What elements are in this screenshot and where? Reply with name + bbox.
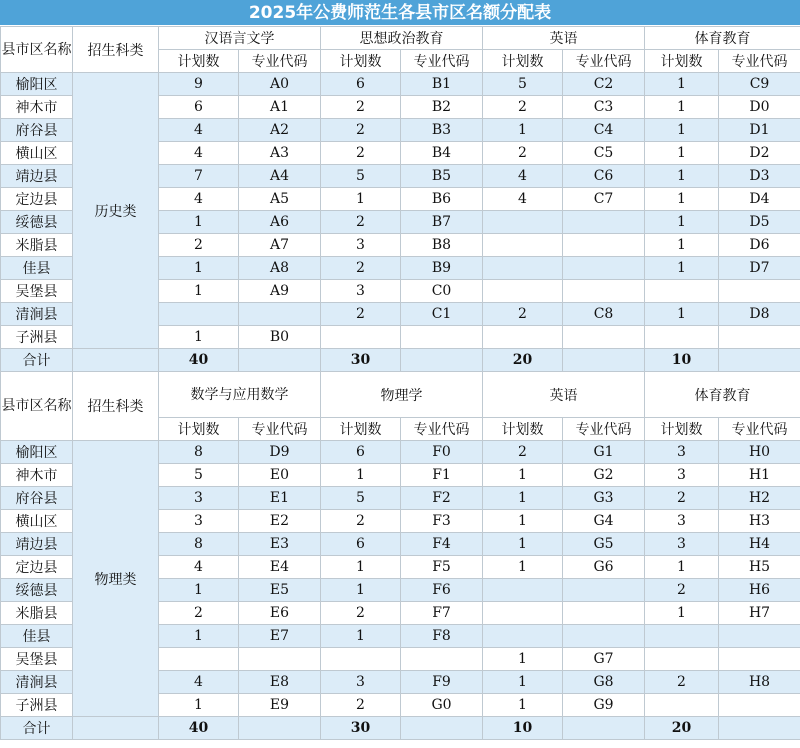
plan-cell: 3	[321, 234, 401, 257]
category-cell: 历史类	[73, 73, 159, 349]
subject-header: 思想政治教育	[321, 27, 483, 50]
code-cell: C1	[401, 303, 483, 326]
table-row	[1, 73, 800, 96]
plan-cell: 1	[159, 326, 239, 349]
code-cell: C2	[563, 73, 645, 96]
code-header: 专业代码	[239, 50, 321, 73]
code-cell: D9	[239, 441, 321, 464]
plan-cell	[483, 625, 563, 648]
code-header: 专业代码	[563, 418, 645, 441]
region-cell: 米脂县	[1, 234, 73, 257]
plan-cell	[483, 280, 563, 303]
subject-header: 体育教育	[645, 372, 800, 418]
plan-cell	[483, 211, 563, 234]
plan-header: 计划数	[645, 50, 719, 73]
code-cell: G5	[563, 533, 645, 556]
plan-cell	[159, 648, 239, 671]
region-cell: 府谷县	[1, 487, 73, 510]
code-cell	[563, 211, 645, 234]
plan-cell: 5	[321, 165, 401, 188]
plan-cell: 1	[645, 96, 719, 119]
total-spacer	[73, 349, 159, 372]
region-cell: 子洲县	[1, 326, 73, 349]
plan-cell: 1	[321, 188, 401, 211]
plan-cell: 6	[321, 73, 401, 96]
plan-cell: 2	[321, 257, 401, 280]
plan-cell: 1	[645, 211, 719, 234]
total-value: 40	[159, 717, 239, 740]
code-cell: D3	[719, 165, 800, 188]
code-cell: E8	[239, 671, 321, 694]
subject-header: 英语	[483, 27, 645, 50]
code-cell: D2	[719, 142, 800, 165]
code-cell: D1	[719, 119, 800, 142]
total-label: 合计	[1, 717, 73, 740]
plan-cell: 1	[645, 556, 719, 579]
code-cell: A9	[239, 280, 321, 303]
plan-header: 计划数	[321, 418, 401, 441]
code-cell: A4	[239, 165, 321, 188]
code-cell: G4	[563, 510, 645, 533]
plan-cell: 1	[159, 280, 239, 303]
code-cell: C5	[563, 142, 645, 165]
total-value: 30	[321, 717, 401, 740]
code-cell: D7	[719, 257, 800, 280]
plan-cell: 4	[483, 188, 563, 211]
code-cell: H7	[719, 602, 800, 625]
code-cell: B7	[401, 211, 483, 234]
code-cell: H3	[719, 510, 800, 533]
plan-cell	[159, 303, 239, 326]
total-value: 10	[483, 717, 563, 740]
total-value: 10	[645, 349, 719, 372]
plan-cell: 2	[321, 510, 401, 533]
code-cell: F5	[401, 556, 483, 579]
code-cell: H8	[719, 671, 800, 694]
code-cell	[563, 602, 645, 625]
code-cell: B3	[401, 119, 483, 142]
code-cell: C7	[563, 188, 645, 211]
subject-header: 数学与应用数学	[159, 372, 321, 418]
plan-cell: 3	[321, 280, 401, 303]
plan-cell	[483, 326, 563, 349]
code-cell: H6	[719, 579, 800, 602]
code-header: 专业代码	[401, 418, 483, 441]
plan-cell: 1	[483, 648, 563, 671]
plan-cell: 1	[159, 694, 239, 717]
code-cell	[719, 326, 800, 349]
code-cell	[239, 303, 321, 326]
plan-cell: 1	[483, 694, 563, 717]
code-cell: G6	[563, 556, 645, 579]
plan-cell: 1	[645, 142, 719, 165]
code-cell: B9	[401, 257, 483, 280]
plan-cell: 2	[483, 96, 563, 119]
code-cell: G9	[563, 694, 645, 717]
plan-cell: 1	[483, 119, 563, 142]
plan-cell: 1	[321, 556, 401, 579]
plan-header: 计划数	[321, 50, 401, 73]
code-cell	[719, 648, 800, 671]
plan-cell: 1	[321, 464, 401, 487]
category-header: 招生科类	[73, 372, 159, 441]
code-cell: F9	[401, 671, 483, 694]
plan-cell: 1	[159, 625, 239, 648]
region-cell: 佳县	[1, 257, 73, 280]
plan-cell: 3	[645, 441, 719, 464]
total-value: 40	[159, 349, 239, 372]
code-cell	[563, 625, 645, 648]
code-cell: E0	[239, 464, 321, 487]
plan-cell	[483, 579, 563, 602]
total-value: 20	[483, 349, 563, 372]
total-spacer	[563, 717, 645, 740]
plan-cell: 3	[645, 464, 719, 487]
code-cell: B1	[401, 73, 483, 96]
plan-cell	[483, 257, 563, 280]
plan-header: 计划数	[645, 418, 719, 441]
header-row-subjects	[1, 27, 800, 50]
plan-cell: 6	[321, 441, 401, 464]
plan-cell: 2	[645, 671, 719, 694]
plan-cell: 1	[321, 625, 401, 648]
subject-header: 物理学	[321, 372, 483, 418]
region-cell: 清涧县	[1, 671, 73, 694]
plan-cell: 1	[483, 464, 563, 487]
plan-cell: 1	[483, 671, 563, 694]
code-cell: G1	[563, 441, 645, 464]
code-cell: F3	[401, 510, 483, 533]
region-cell: 绥德县	[1, 579, 73, 602]
code-cell	[239, 648, 321, 671]
code-cell: E5	[239, 579, 321, 602]
region-cell: 定边县	[1, 556, 73, 579]
region-cell: 横山区	[1, 510, 73, 533]
plan-cell: 4	[483, 165, 563, 188]
region-cell: 榆阳区	[1, 441, 73, 464]
region-header: 县市区名称	[1, 27, 73, 73]
code-cell: E6	[239, 602, 321, 625]
code-cell: G7	[563, 648, 645, 671]
plan-cell: 2	[321, 142, 401, 165]
plan-cell: 5	[159, 464, 239, 487]
table-row	[1, 441, 800, 464]
total-spacer	[401, 717, 483, 740]
plan-cell	[645, 326, 719, 349]
code-cell: C6	[563, 165, 645, 188]
header-row-subjects	[1, 372, 800, 418]
subject-header: 汉语言文学	[159, 27, 321, 50]
region-cell: 清涧县	[1, 303, 73, 326]
plan-header: 计划数	[483, 50, 563, 73]
code-cell: B8	[401, 234, 483, 257]
category-cell: 物理类	[73, 441, 159, 717]
plan-cell: 6	[159, 96, 239, 119]
region-cell: 横山区	[1, 142, 73, 165]
code-cell: E4	[239, 556, 321, 579]
code-cell	[563, 280, 645, 303]
code-header: 专业代码	[719, 50, 800, 73]
plan-cell: 2	[321, 96, 401, 119]
code-cell: H0	[719, 441, 800, 464]
code-cell	[401, 648, 483, 671]
region-cell: 靖边县	[1, 533, 73, 556]
code-cell: A2	[239, 119, 321, 142]
plan-cell: 4	[159, 671, 239, 694]
plan-cell: 2	[159, 602, 239, 625]
region-header: 县市区名称	[1, 372, 73, 441]
code-cell: F0	[401, 441, 483, 464]
plan-cell: 1	[483, 510, 563, 533]
plan-cell: 7	[159, 165, 239, 188]
plan-cell: 1	[483, 533, 563, 556]
code-cell: D5	[719, 211, 800, 234]
code-cell: H1	[719, 464, 800, 487]
total-spacer	[239, 717, 321, 740]
plan-cell: 1	[645, 188, 719, 211]
region-cell: 绥德县	[1, 211, 73, 234]
code-cell: B4	[401, 142, 483, 165]
plan-cell: 3	[159, 487, 239, 510]
code-cell: F8	[401, 625, 483, 648]
total-value: 30	[321, 349, 401, 372]
plan-cell: 2	[483, 303, 563, 326]
subject-header: 英语	[483, 372, 645, 418]
plan-cell	[645, 648, 719, 671]
code-cell: F6	[401, 579, 483, 602]
code-cell: C3	[563, 96, 645, 119]
plan-cell: 1	[321, 579, 401, 602]
code-cell: G2	[563, 464, 645, 487]
plan-header: 计划数	[159, 418, 239, 441]
code-cell: D8	[719, 303, 800, 326]
region-cell: 神木市	[1, 96, 73, 119]
region-cell: 府谷县	[1, 119, 73, 142]
code-cell: D4	[719, 188, 800, 211]
plan-cell	[645, 280, 719, 303]
plan-cell: 1	[645, 234, 719, 257]
plan-cell: 4	[159, 556, 239, 579]
region-cell: 吴堡县	[1, 280, 73, 303]
code-cell: C4	[563, 119, 645, 142]
total-value: 20	[645, 717, 719, 740]
code-cell: G8	[563, 671, 645, 694]
code-cell: E3	[239, 533, 321, 556]
plan-cell: 1	[645, 119, 719, 142]
totals-row	[1, 717, 800, 740]
code-cell: F7	[401, 602, 483, 625]
plan-cell: 2	[321, 694, 401, 717]
code-cell: A6	[239, 211, 321, 234]
plan-cell: 2	[321, 602, 401, 625]
total-spacer	[239, 349, 321, 372]
plan-cell: 1	[645, 602, 719, 625]
code-cell	[563, 257, 645, 280]
plan-cell: 1	[159, 579, 239, 602]
plan-cell: 2	[321, 119, 401, 142]
code-cell: E2	[239, 510, 321, 533]
code-cell	[563, 326, 645, 349]
code-cell	[719, 280, 800, 303]
plan-cell: 2	[321, 303, 401, 326]
plan-cell: 5	[321, 487, 401, 510]
plan-cell: 9	[159, 73, 239, 96]
total-spacer	[73, 717, 159, 740]
code-cell: A7	[239, 234, 321, 257]
code-cell: D0	[719, 96, 800, 119]
subject-header: 体育教育	[645, 27, 800, 50]
plan-header: 计划数	[483, 418, 563, 441]
plan-cell: 1	[483, 556, 563, 579]
code-cell: C8	[563, 303, 645, 326]
plan-cell: 8	[159, 441, 239, 464]
totals-row	[1, 349, 800, 372]
code-cell	[719, 694, 800, 717]
region-cell: 子洲县	[1, 694, 73, 717]
code-cell: G0	[401, 694, 483, 717]
code-cell	[401, 326, 483, 349]
plan-cell: 1	[645, 165, 719, 188]
code-cell: A0	[239, 73, 321, 96]
code-cell: E9	[239, 694, 321, 717]
plan-header: 计划数	[159, 50, 239, 73]
region-cell: 米脂县	[1, 602, 73, 625]
code-header: 专业代码	[401, 50, 483, 73]
total-spacer	[563, 349, 645, 372]
plan-cell	[483, 234, 563, 257]
code-cell: C9	[719, 73, 800, 96]
code-cell	[719, 625, 800, 648]
code-cell: H4	[719, 533, 800, 556]
plan-cell	[645, 625, 719, 648]
region-cell: 吴堡县	[1, 648, 73, 671]
plan-cell: 4	[159, 188, 239, 211]
code-header: 专业代码	[563, 50, 645, 73]
plan-cell: 8	[159, 533, 239, 556]
code-cell	[563, 234, 645, 257]
plan-cell: 5	[483, 73, 563, 96]
code-cell: F4	[401, 533, 483, 556]
code-cell: G3	[563, 487, 645, 510]
total-spacer	[401, 349, 483, 372]
plan-cell: 4	[159, 119, 239, 142]
plan-cell: 1	[645, 303, 719, 326]
code-cell: H2	[719, 487, 800, 510]
plan-cell	[321, 326, 401, 349]
code-header: 专业代码	[719, 418, 800, 441]
plan-cell: 2	[645, 579, 719, 602]
plan-cell	[645, 694, 719, 717]
code-cell: E7	[239, 625, 321, 648]
plan-cell: 2	[321, 211, 401, 234]
plan-cell: 3	[645, 510, 719, 533]
region-cell: 定边县	[1, 188, 73, 211]
table-body	[1, 27, 800, 740]
region-cell: 靖边县	[1, 165, 73, 188]
code-cell: F1	[401, 464, 483, 487]
code-header: 专业代码	[239, 418, 321, 441]
plan-cell	[321, 648, 401, 671]
total-spacer	[719, 717, 800, 740]
region-cell: 佳县	[1, 625, 73, 648]
code-cell: B5	[401, 165, 483, 188]
code-cell: B0	[239, 326, 321, 349]
plan-cell: 2	[483, 441, 563, 464]
plan-cell: 2	[159, 234, 239, 257]
code-cell: F2	[401, 487, 483, 510]
plan-cell: 3	[159, 510, 239, 533]
category-header: 招生科类	[73, 27, 159, 73]
plan-cell: 6	[321, 533, 401, 556]
allocation-table	[0, 26, 800, 740]
region-cell: 神木市	[1, 464, 73, 487]
code-cell: D6	[719, 234, 800, 257]
page-title: 2025年公费师范生各县市区名额分配表	[0, 0, 800, 26]
plan-cell: 1	[159, 257, 239, 280]
plan-cell: 1	[645, 257, 719, 280]
plan-cell: 1	[483, 487, 563, 510]
plan-cell: 3	[321, 671, 401, 694]
code-cell: B6	[401, 188, 483, 211]
code-cell: E1	[239, 487, 321, 510]
code-cell: B2	[401, 96, 483, 119]
plan-cell: 4	[159, 142, 239, 165]
plan-cell: 1	[159, 211, 239, 234]
plan-cell: 1	[645, 73, 719, 96]
code-cell: C0	[401, 280, 483, 303]
code-cell: A1	[239, 96, 321, 119]
code-cell: H5	[719, 556, 800, 579]
code-cell: A8	[239, 257, 321, 280]
total-spacer	[719, 349, 800, 372]
code-cell	[563, 579, 645, 602]
plan-cell	[483, 602, 563, 625]
total-label: 合计	[1, 349, 73, 372]
plan-cell: 2	[483, 142, 563, 165]
plan-cell: 2	[645, 487, 719, 510]
code-cell: A5	[239, 188, 321, 211]
plan-cell: 3	[645, 533, 719, 556]
region-cell: 榆阳区	[1, 73, 73, 96]
code-cell: A3	[239, 142, 321, 165]
